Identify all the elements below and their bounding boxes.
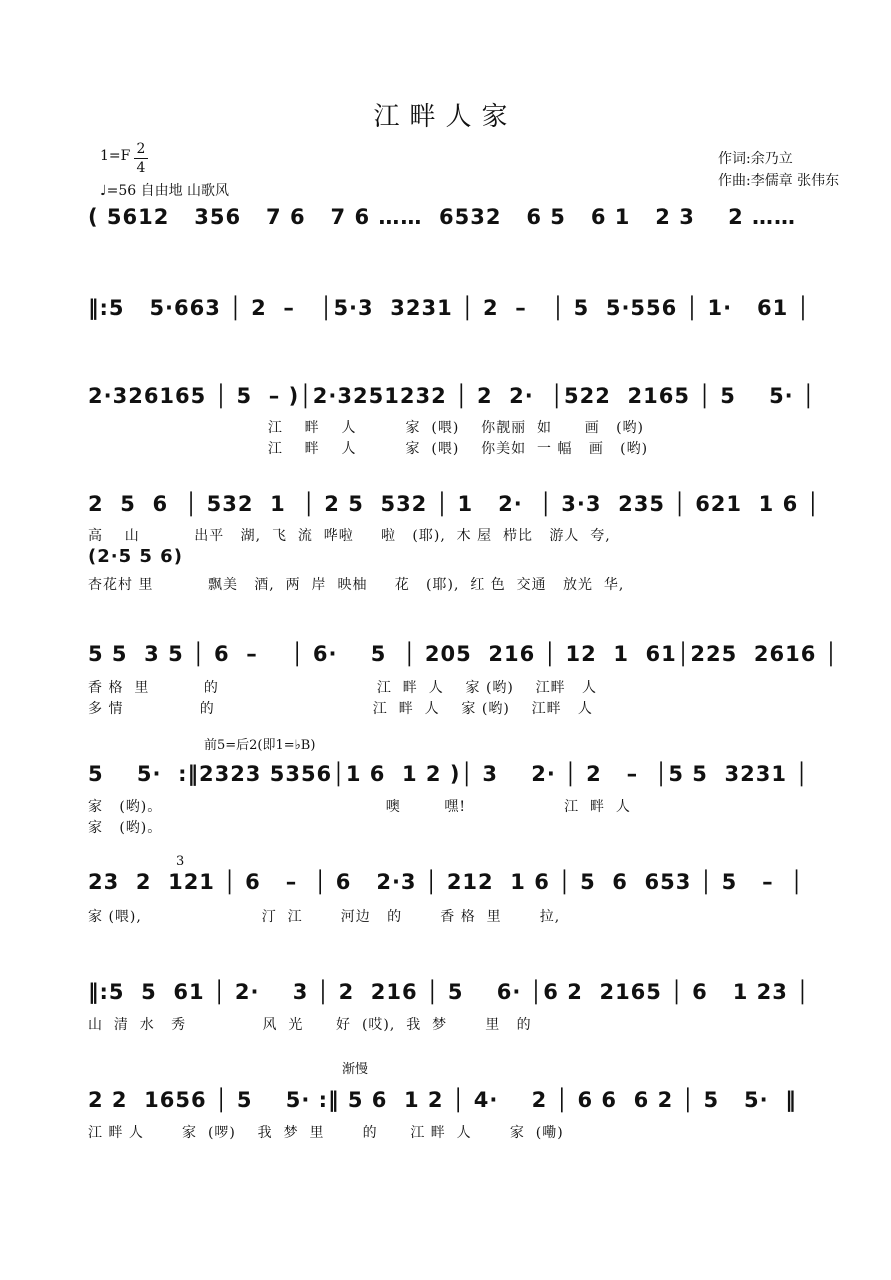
triplet-mark: 3 [176,854,185,869]
key-signature: 1=F [100,148,131,164]
lyric-line-2: 江 畔 人 家 (喂) 你美如 一 幅 画 (哟) [88,441,649,457]
lyric-line-2: 家 (哟)。 [88,820,163,836]
key-change-annotation: 前5=后2(即1=♭B) [204,738,316,753]
alt-notes-line: (2·5 5 6) [88,546,183,567]
lyricist: 作词:余乃立 [718,151,793,167]
lyric-line-1: 家 (喂), 汀 江 河边 的 香 格 里 拉, [88,909,561,925]
notes-line: 2 2 1656 │ 5 5· :‖ 5 6 1 2 │ 4· 2 │ 6 6 6 2 │ 5 5· ‖ [88,1088,797,1112]
notes-line: 5 5 3 5 │ 6 – │ 6· 5 │ 205 216 │ 12 1 61│225 2616 │ [88,642,839,666]
lyric-line-1: 江 畔 人 家 (喂) 你靓丽 如 画 (哟) [88,420,645,436]
tempo-change-annotation: 渐慢 [342,1062,369,1077]
notes-line: 2 5 6 │ 532 1 │ 2 5 532 │ 1 2· │ 3·3 235 │ 621 1 6 │ [88,492,821,516]
notes-line: ‖:5 5 61 │ 2· 3 │ 2 216 │ 5 6· │6 2 2165 │ 6 1 23 │ [88,980,810,1004]
notes-line: ( 5612 356 7 6 7 6 …… 6532 6 5 6 1 2 3 2 …… [88,205,797,229]
time-signature-top: 2 [134,140,148,159]
time-signature [134,140,148,177]
credits [718,148,839,192]
time-signature-bottom: 4 [136,160,146,176]
lyric-line-2: 多 情 的 江 畔 人 家 (哟) 江畔 人 [88,701,593,717]
lyric-line-2: 杏花村 里 飘美 酒, 两 岸 映柚 花 (耶), 红 色 交通 放光 华, [88,577,625,593]
lyric-line-1: 高 山 出平 湖, 飞 流 哗啦 啦 (耶), 木 屋 栉比 游人 夸, [88,528,611,544]
notes-line: 5 5· :‖2323 5356│1 6 1 2 )│ 3 2· │ 2 – │5 5 3231 │ [88,762,809,786]
lyric-line-1: 江 畔 人 家 (啰) 我 梦 里 的 江 畔 人 家 (嘞) [88,1125,564,1141]
lyric-line-1: 香 格 里 的 江 畔 人 家 (哟) 江畔 人 [88,680,598,696]
score-title: 江畔人家 [373,102,518,132]
tempo-marking: ♩=56 自由地 山歌风 [100,183,230,199]
notes-line: 2·326165 │ 5 – )│2·3251232 │ 2 2· │522 2165 │ 5 5· │ [88,384,816,408]
notes-line: 23 2 121 │ 6 – │ 6 2·3 │ 212 1 6 │ 5 6 653 │ 5 – │ [88,870,804,894]
notes-line: ‖:5 5·663 │ 2 – │5·3 3231 │ 2 – │ 5 5·556 │ 1· 61 │ [88,296,811,320]
lyric-line-1: 家 (哟)。 噢 嘿! 江 畔 人 [88,799,631,815]
lyric-line-1: 山 清 水 秀 风 光 好 (哎), 我 梦 里 的 [88,1017,532,1033]
composer: 作曲:李儒章 张伟东 [718,173,840,189]
